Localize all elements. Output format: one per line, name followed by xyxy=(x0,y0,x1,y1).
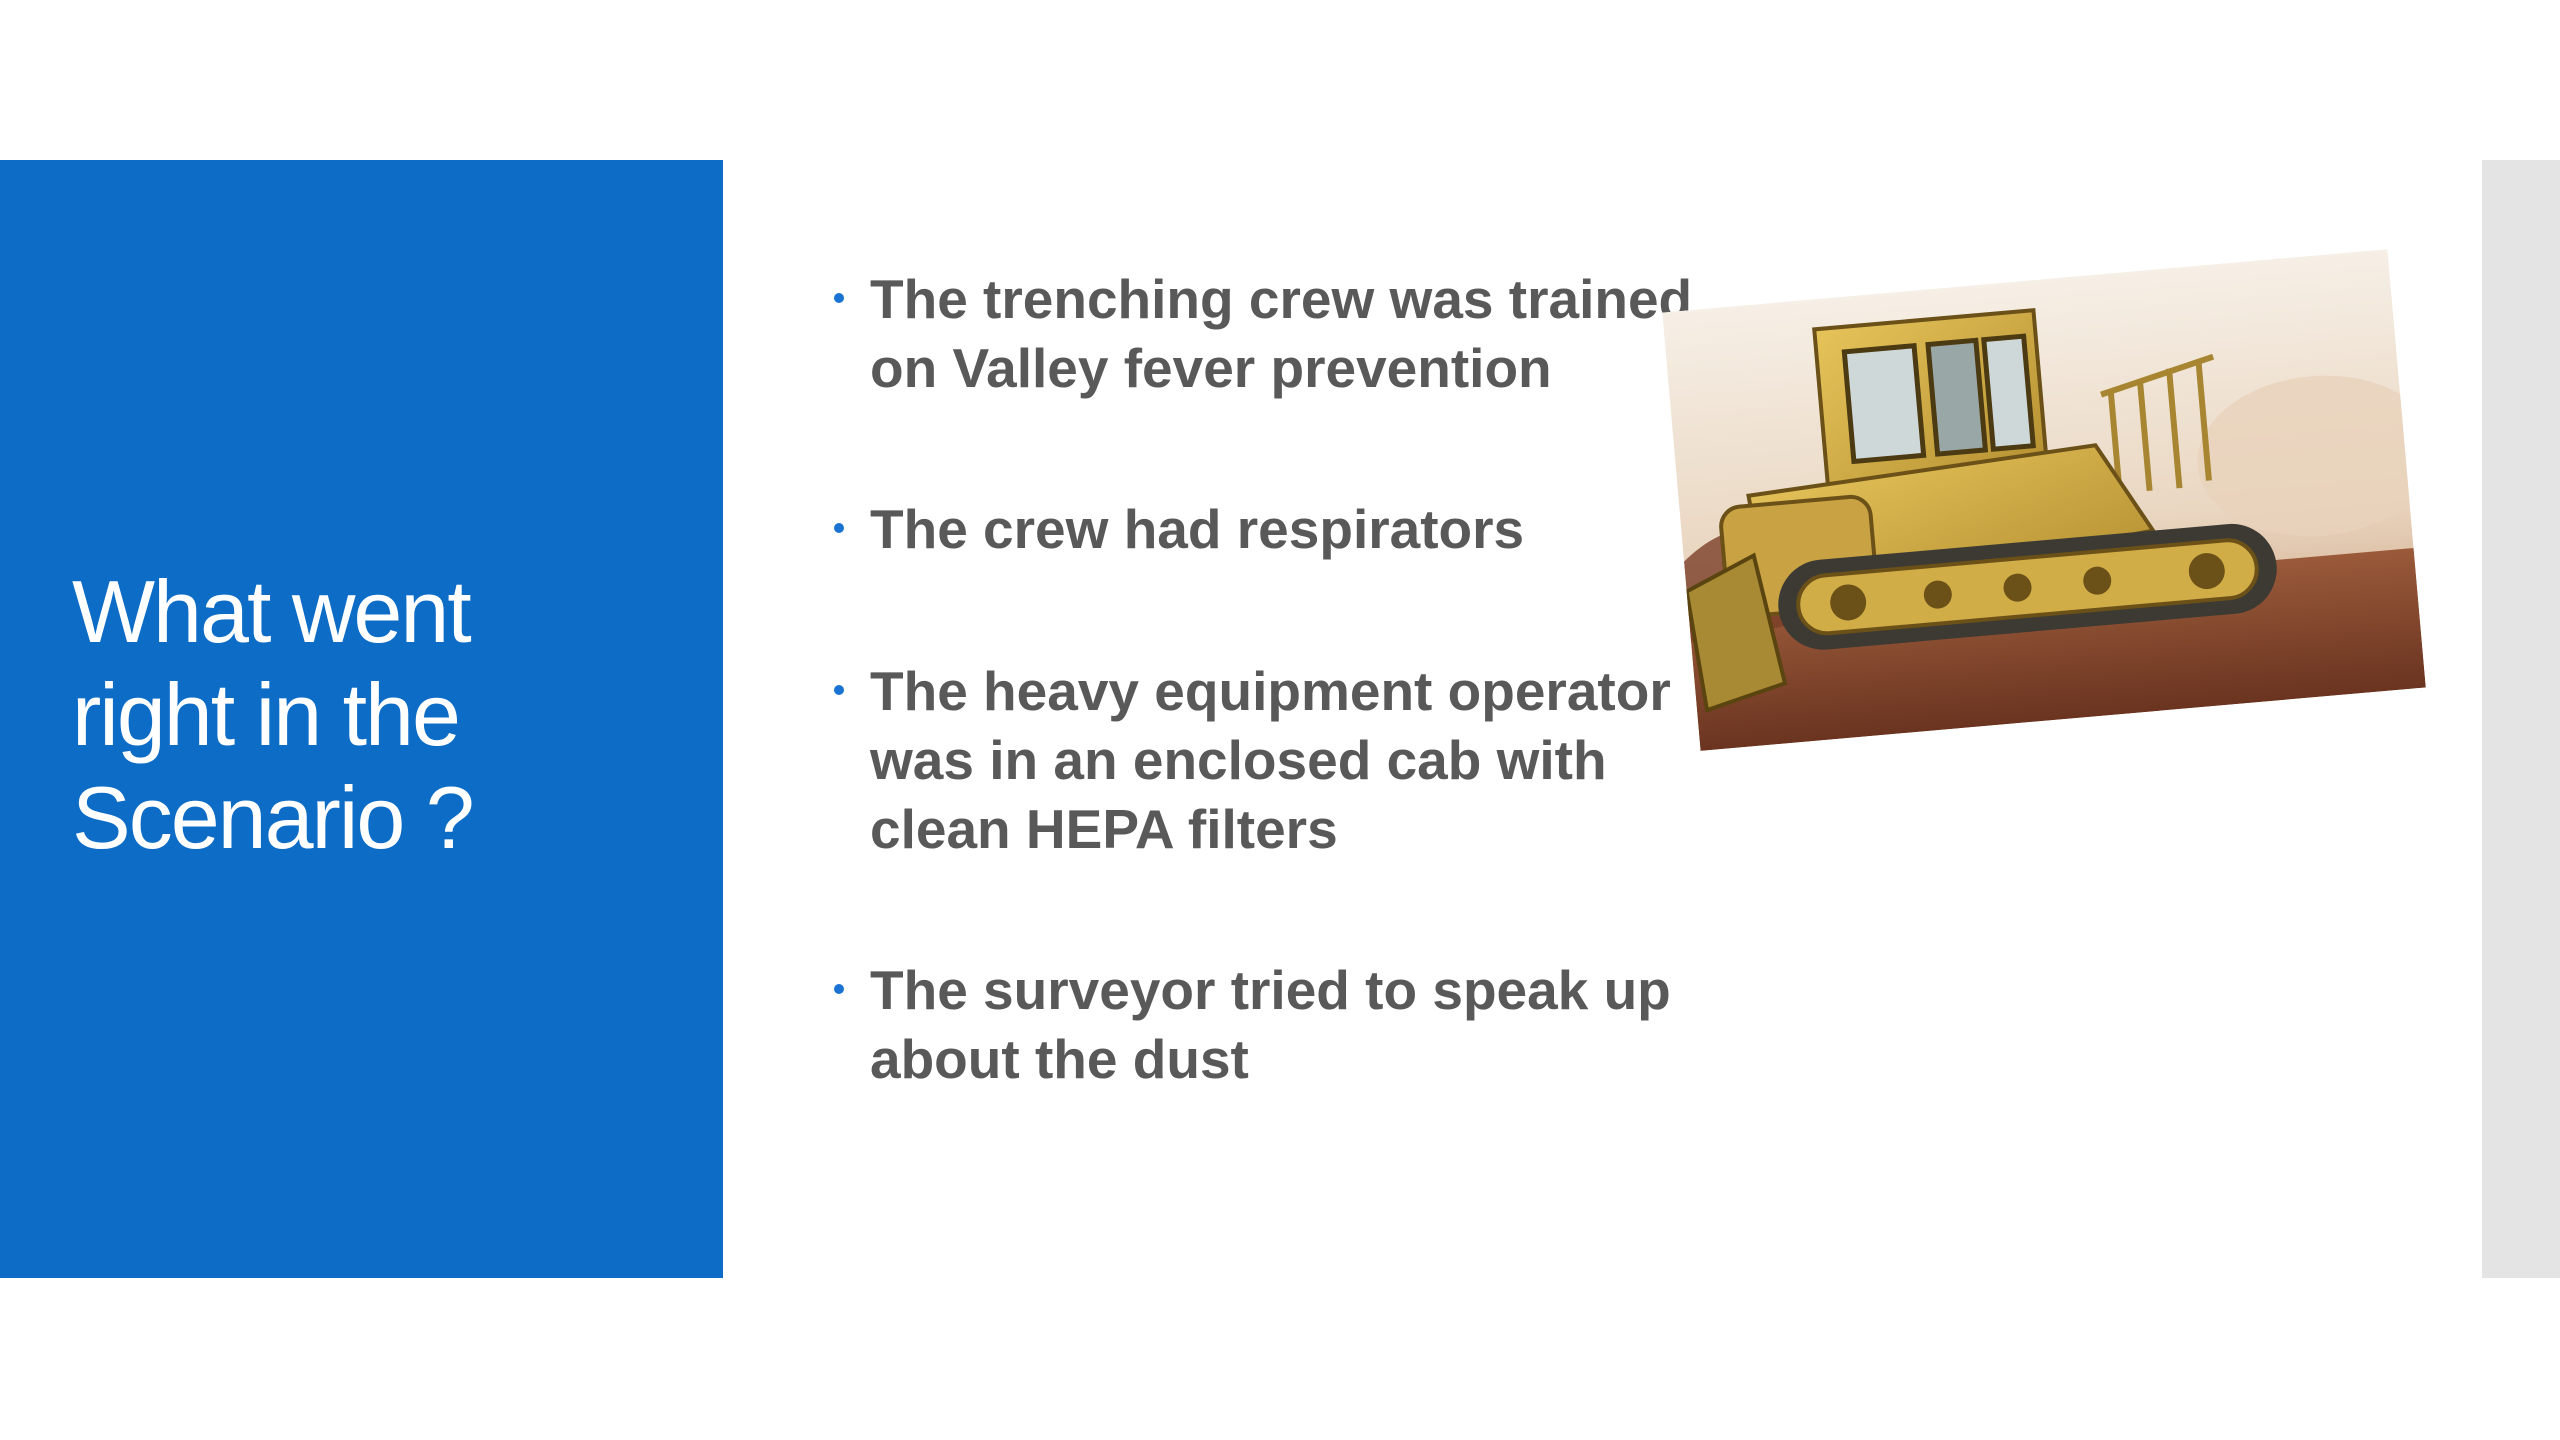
bullet-item xyxy=(830,657,1730,864)
bullet-marker-icon xyxy=(834,984,844,994)
bullet-text: The surveyor tried to speak up about the dust xyxy=(870,959,1671,1090)
bullet-item xyxy=(830,265,1730,403)
right-strip xyxy=(2482,160,2560,1278)
bullet-text: The heavy equipment operator was in an enclosed cab with clean HEPA filters xyxy=(870,660,1671,860)
slide-title: What went right in the Scenario ? xyxy=(72,562,473,867)
bullet-list xyxy=(830,265,1730,1186)
bullet-text: The crew had respirators xyxy=(870,498,1525,560)
cab-window xyxy=(1844,346,1923,462)
bullet-item xyxy=(830,495,1730,564)
bullet-marker-icon xyxy=(834,685,844,695)
bullet-marker-icon xyxy=(834,293,844,303)
bullet-marker-icon xyxy=(834,523,844,533)
cab-window xyxy=(1984,336,2033,449)
bullet-text: The trenching crew was trained on Valley fever prevention xyxy=(870,268,1693,399)
bullet-item xyxy=(830,956,1730,1094)
bulldozer-illustration xyxy=(1662,249,2426,751)
bulldozer-photo xyxy=(1662,249,2426,751)
cab-window xyxy=(1928,340,1985,454)
